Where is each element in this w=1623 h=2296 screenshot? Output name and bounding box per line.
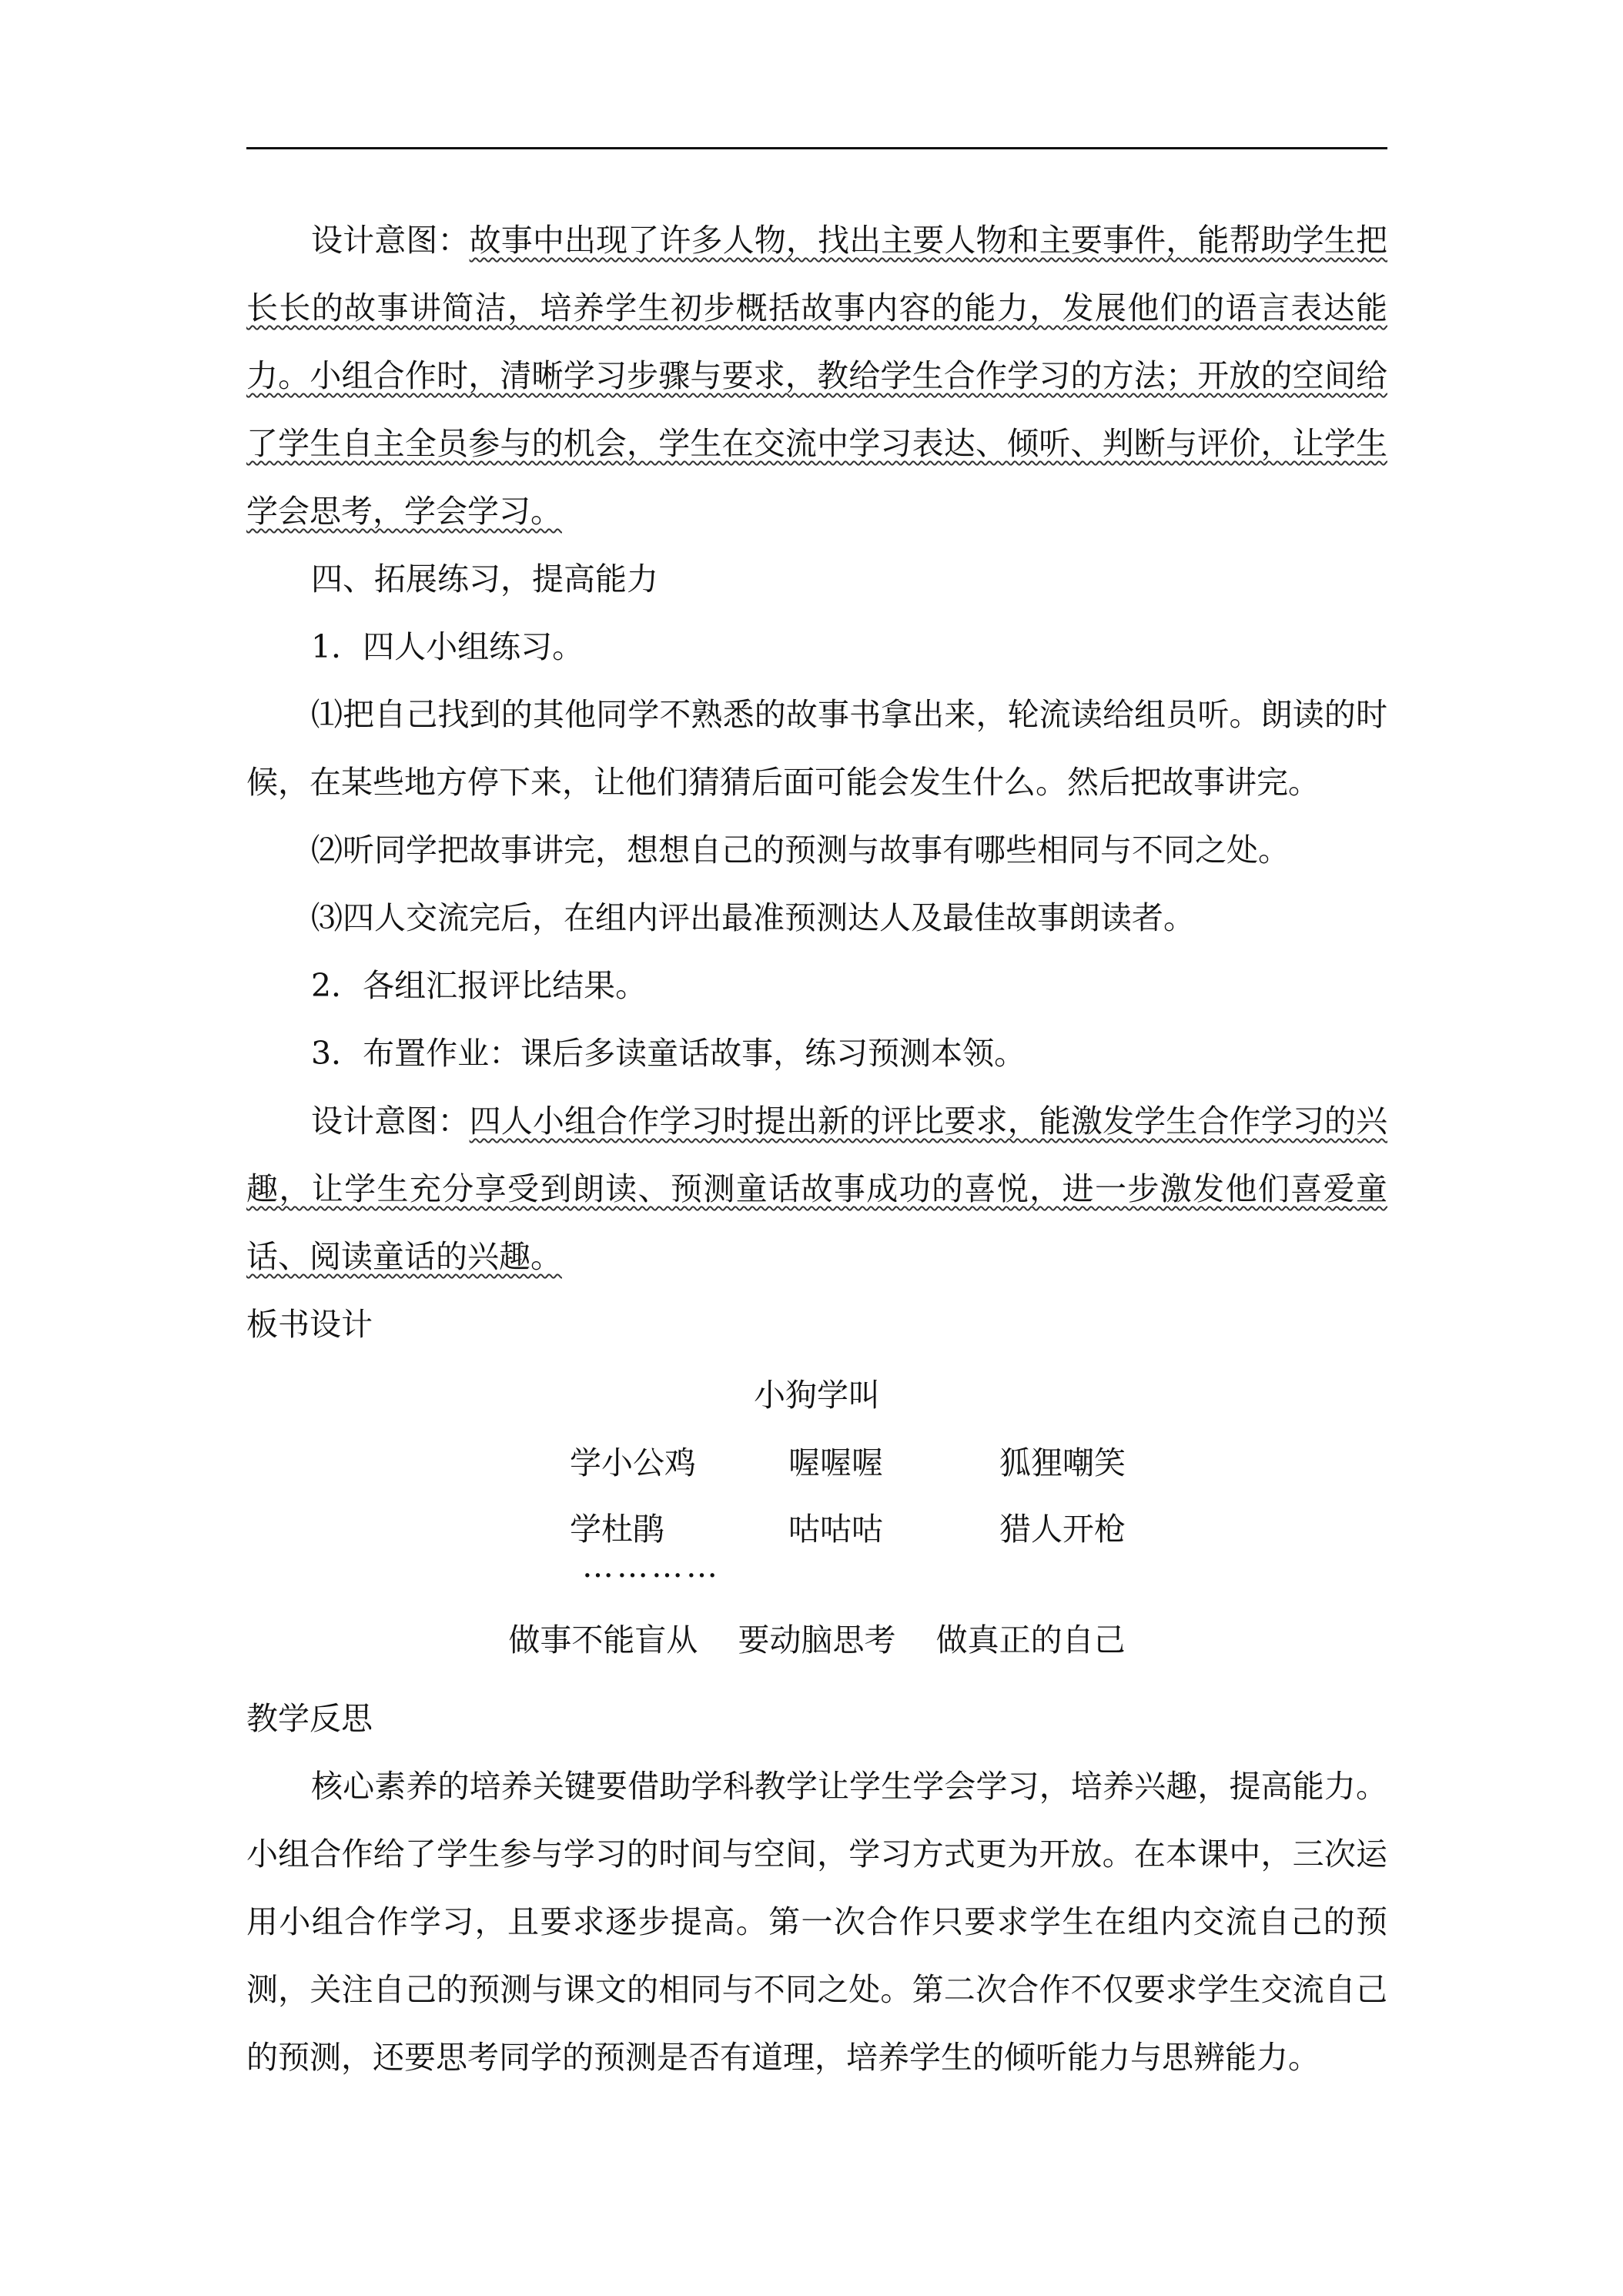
board-cell: 狐狸嘲笑 bbox=[999, 1444, 1126, 1481]
board-cell: 咕咕咕 bbox=[788, 1511, 883, 1548]
design-intent-label: 设计意图： bbox=[311, 222, 470, 259]
design-intent-paragraph-2 bbox=[246, 1087, 1387, 1290]
board-cell: 猎人开枪 bbox=[999, 1511, 1126, 1548]
design-intent-paragraph-1 bbox=[246, 206, 1387, 545]
design-intent-label: 设计意图： bbox=[311, 1103, 470, 1140]
list-item-1: 1．四人小组练习。 bbox=[311, 628, 584, 665]
board-title: 小狗学叫 bbox=[754, 1377, 880, 1414]
reflection-text: 核心素养的培养关键要借助学科教学让学生学会学习，培养兴趣，提高能力。小组合作给了学生参与学习的时间与空间，学习方式更为开放。在本课中，三次运用小组合作学习，且要求逐步提高。第一次合作只要求学生在组内交流自己的预测，关注自己的预测与课文的相同与不同之处。第二次合作不仅要求学生交流自己的预测，还要思考同学的预测是否有道理，培养学生的倾听能力与思辨能力。 bbox=[246, 1768, 1387, 2076]
board-cell: 学小公鸡 bbox=[570, 1444, 696, 1481]
board-cell: 学杜鹃 bbox=[570, 1511, 664, 1548]
board-motto: 做事不能盲从 要动脑思考 做真正的自己 bbox=[508, 1622, 1126, 1658]
list-item-2: 2．各组汇报评比结果。 bbox=[311, 967, 648, 1004]
sub-item-2: ⑵听同学把故事讲完，想想自己的预测与故事有哪些相同与不同之处。 bbox=[311, 832, 1290, 869]
board-design-heading: 板书设计 bbox=[246, 1306, 373, 1343]
reflection-heading: 教学反思 bbox=[246, 1700, 373, 1737]
list-item-3: 3．布置作业：课后多读童话故事，练习预测本领。 bbox=[311, 1035, 1026, 1072]
design-intent-text: 故事中出现了许多人物，找出主要人物和主要事件，能帮助学生把长长的故事讲简洁，培养学生初步概括故事内容的能力，发展他们的语言表达能力。小组合作时，清晰学习步骤与要求，教给学生合作学习的方法；开放的空间给了学生自主全员参与的机会，学生在交流中学习表达、倾听、判断与评价，让学生学会思考，学会学习。 bbox=[246, 222, 1388, 530]
sub-item-3: ⑶四人交流完后，在组内评出最准预测达人及最佳故事朗读者。 bbox=[311, 899, 1195, 936]
document-page bbox=[246, 206, 1387, 2091]
section-heading: 四、拓展练习，提高能力 bbox=[311, 561, 658, 597]
board-ellipsis: ………… bbox=[582, 1548, 721, 1585]
header-rule bbox=[246, 147, 1387, 149]
board-cell: 喔喔喔 bbox=[788, 1444, 883, 1481]
design-intent-text: 四人小组合作学习时提出新的评比要求，能激发学生合作学习的兴趣，让学生充分享受到朗读、预测童话故事成功的喜悦，进一步激发他们喜爱童话、阅读童话的兴趣。 bbox=[246, 1103, 1388, 1275]
sub-item-1: ⑴把自己找到的其他同学不熟悉的故事书拿出来，轮流读给组员听。朗读的时候，在某些地方停下来，让他们猜猜后面可能会发生什么。然后把故事讲完。 bbox=[246, 696, 1387, 801]
board-design bbox=[246, 1361, 1387, 1685]
